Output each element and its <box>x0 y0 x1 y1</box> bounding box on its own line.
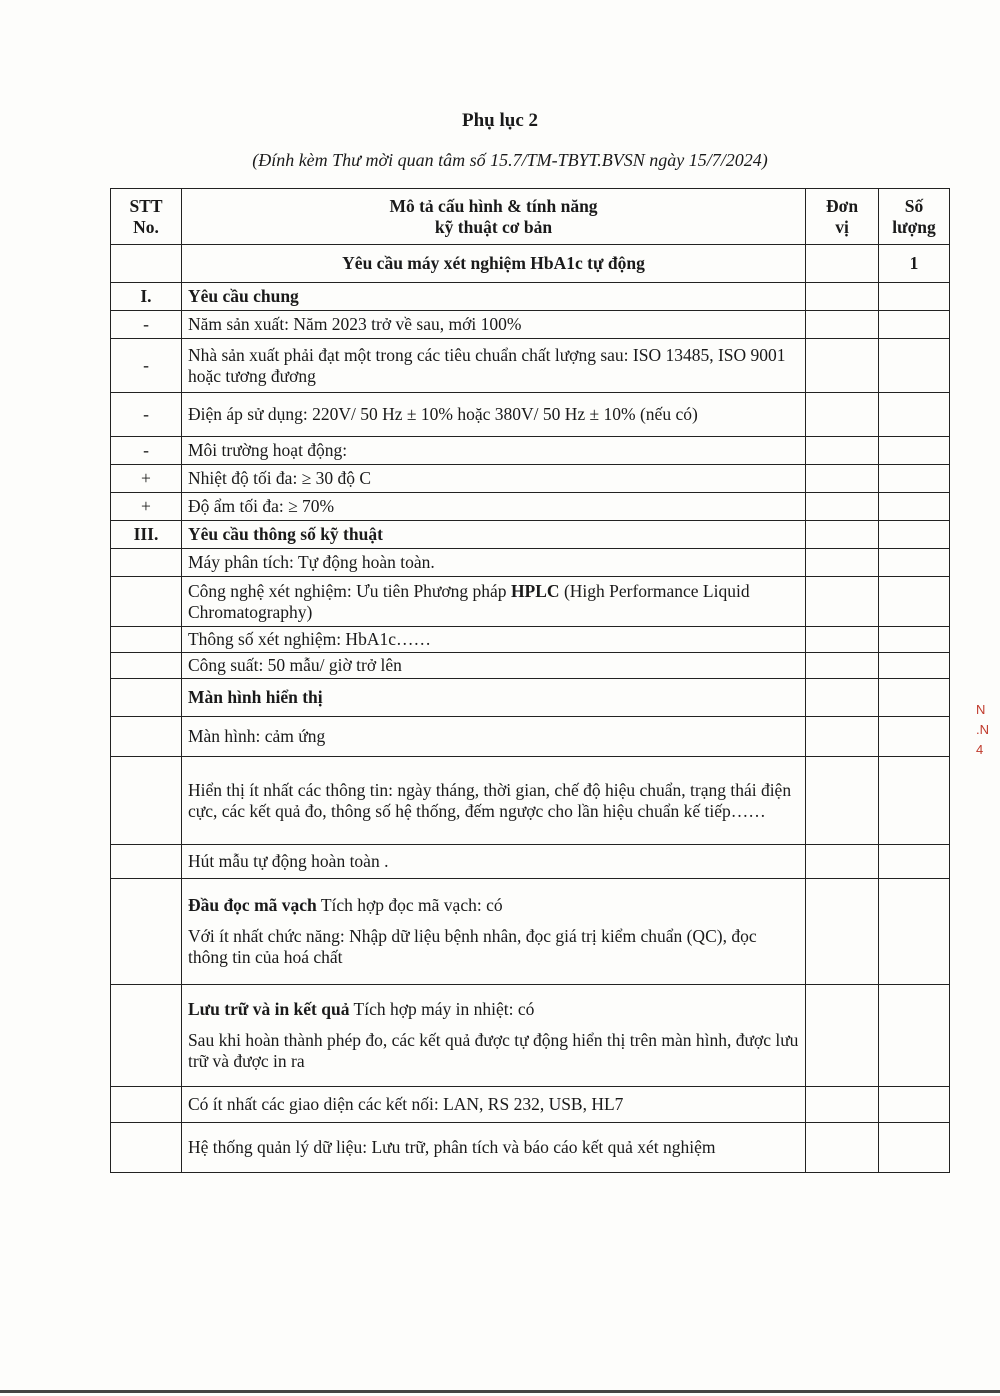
row-qty <box>879 845 950 879</box>
scan-edge-line <box>0 1390 1000 1393</box>
row-description: Năm sản xuất: Năm 2023 trở về sau, mới 100% <box>181 311 805 339</box>
table-row <box>111 1087 950 1123</box>
row-unit <box>806 679 879 717</box>
row-qty <box>879 437 950 465</box>
row-description: Độ ẩm tối đa: ≥ 70% <box>181 493 805 521</box>
row-unit <box>806 627 879 653</box>
desc-part: (High Performance Liquid Chromatography) <box>187 580 750 622</box>
header-description <box>181 189 805 245</box>
row-unit <box>806 493 879 521</box>
row-description: Công suất: 50 mẫu/ giờ trở lên <box>181 653 805 679</box>
header-desc-line2: kỹ thuật cơ bản <box>434 216 553 237</box>
row-description: Hệ thống quản lý dữ liệu: Lưu trữ, phân tích và báo cáo kết quả xét nghiệm <box>181 1123 805 1173</box>
table-row <box>111 679 950 717</box>
table-row <box>111 577 950 627</box>
product-row <box>111 245 950 283</box>
row-stt <box>111 577 182 627</box>
row-qty <box>879 627 950 653</box>
row-unit <box>806 577 879 627</box>
header-stt <box>111 189 182 245</box>
row-stt <box>111 757 182 845</box>
row-stt <box>111 679 182 717</box>
row-qty <box>879 465 950 493</box>
row-qty <box>879 1123 950 1173</box>
row-stt <box>111 549 182 577</box>
row-stt <box>111 879 182 985</box>
row-stt <box>111 1087 182 1123</box>
row-unit <box>806 1123 879 1173</box>
margin-handwritten-marks <box>976 700 998 860</box>
table-row <box>111 757 950 845</box>
row-qty <box>879 283 950 311</box>
row-stt: - <box>111 393 182 437</box>
product-description: Yêu cầu máy xét nghiệm HbA1c tự động <box>181 245 805 283</box>
table-row <box>111 879 950 985</box>
table-row <box>111 717 950 757</box>
row-stt <box>111 845 182 879</box>
row-qty <box>879 577 950 627</box>
table-row <box>111 311 950 339</box>
header-stt-line2: No. <box>133 216 159 237</box>
row-unit <box>806 845 879 879</box>
row-qty <box>879 985 950 1087</box>
row-description <box>181 577 805 627</box>
spacer <box>188 1020 799 1030</box>
row-description <box>181 879 805 985</box>
row-description: Thông số xét nghiệm: HbA1c…… <box>181 627 805 653</box>
row-qty <box>879 311 950 339</box>
row-description <box>181 985 805 1087</box>
header-qty-line1: Số <box>904 195 924 216</box>
row-qty <box>879 393 950 437</box>
row-unit <box>806 757 879 845</box>
row-unit <box>806 437 879 465</box>
row-qty <box>879 549 950 577</box>
desc-part: Tích hợp máy in nhiệt: có <box>349 999 535 1019</box>
table-row <box>111 549 950 577</box>
row-qty <box>879 339 950 393</box>
row-unit <box>806 879 879 985</box>
table-row <box>111 845 950 879</box>
row-qty <box>879 493 950 521</box>
row-qty <box>879 653 950 679</box>
document-subtitle: (Đính kèm Thư mời quan tâm số 15.7/TM-TBYT.BVSN ngày 15/7/2024) <box>252 150 768 170</box>
subsection-heading: Màn hình hiển thị <box>181 679 805 717</box>
header-unit <box>806 189 879 245</box>
row-description: Môi trường hoạt động: <box>181 437 805 465</box>
row-stt: - <box>111 339 182 393</box>
row-stt: - <box>111 437 182 465</box>
barcode-heading: Đầu đọc mã vạch <box>187 895 317 915</box>
spacer <box>188 916 799 926</box>
desc-part: Sau khi hoàn thành phép đo, các kết quả được tự động hiển thị trên màn hình, được lưu trữ và được in ra <box>187 1030 799 1071</box>
table-row <box>111 985 950 1087</box>
row-stt <box>111 653 182 679</box>
row-unit <box>806 1087 879 1123</box>
row-unit <box>806 283 879 311</box>
row-stt <box>111 1123 182 1173</box>
row-stt <box>111 627 182 653</box>
desc-part: Với ít nhất chức năng: Nhập dữ liệu bệnh nhân, đọc giá trị kiểm chuẩn (QC), đọc thông tin của hoá chất <box>187 926 757 967</box>
table-row <box>111 393 950 437</box>
row-stt: I. <box>111 283 182 311</box>
margin-mark: N <box>976 702 986 717</box>
table-row <box>111 1123 950 1173</box>
row-unit <box>806 717 879 757</box>
row-unit <box>806 549 879 577</box>
header-unit-line1: Đơn <box>826 195 859 216</box>
table-row <box>111 627 950 653</box>
table-row <box>111 339 950 393</box>
row-description: Có ít nhất các giao diện các kết nối: LAN, RS 232, USB, HL7 <box>181 1087 805 1123</box>
header-desc-line1: Mô tả cấu hình & tính năng <box>389 195 598 216</box>
print-heading: Lưu trữ và in kết quả <box>187 999 350 1019</box>
desc-bold-part: HPLC <box>510 580 560 601</box>
row-stt <box>111 717 182 757</box>
spec-table <box>110 188 950 1173</box>
row-qty <box>879 717 950 757</box>
table-row <box>111 465 950 493</box>
row-unit <box>806 465 879 493</box>
header-qty-line2: lượng <box>892 216 936 237</box>
row-unit <box>806 521 879 549</box>
row-stt: III. <box>111 521 182 549</box>
header-stt-line1: STT <box>129 195 163 216</box>
row-unit <box>806 393 879 437</box>
desc-part: Công nghệ xét nghiệm: Ưu tiên Phương pháp <box>187 580 511 601</box>
document-title: Phụ lục 2 <box>461 110 539 131</box>
row-qty <box>879 1087 950 1123</box>
product-unit <box>806 245 879 283</box>
row-stt: + <box>111 493 182 521</box>
row-description: Nhà sản xuất phải đạt một trong các tiêu chuẩn chất lượng sau: ISO 13485, ISO 9001 hoặc tương đương <box>181 339 805 393</box>
desc-part: Tích hợp đọc mã vạch: có <box>316 895 503 915</box>
product-stt <box>111 245 182 283</box>
product-quantity: 1 <box>879 245 950 283</box>
row-qty <box>879 757 950 845</box>
row-unit <box>806 339 879 393</box>
row-description: Máy phân tích: Tự động hoàn toàn. <box>181 549 805 577</box>
row-qty <box>879 679 950 717</box>
section-heading: Yêu cầu thông số kỹ thuật <box>181 521 805 549</box>
row-description: Điện áp sử dụng: 220V/ 50 Hz ± 10% hoặc 380V/ 50 Hz ± 10% (nếu có) <box>181 393 805 437</box>
row-description: Hút mẫu tự động hoàn toàn . <box>181 845 805 879</box>
row-stt <box>111 985 182 1087</box>
row-description: Hiển thị ít nhất các thông tin: ngày tháng, thời gian, chế độ hiệu chuẩn, trạng thái điện cực, các kết quả đo, thông số hệ thống, đếm ngược cho lần hiệu chuẩn kế tiếp…… <box>181 757 805 845</box>
table-row <box>111 521 950 549</box>
section-heading: Yêu cầu chung <box>181 283 805 311</box>
row-stt: - <box>111 311 182 339</box>
row-stt: + <box>111 465 182 493</box>
row-unit <box>806 985 879 1087</box>
table-row <box>111 437 950 465</box>
row-qty <box>879 879 950 985</box>
row-description: Nhiệt độ tối đa: ≥ 30 độ C <box>181 465 805 493</box>
row-unit <box>806 311 879 339</box>
table-header-row <box>111 189 950 245</box>
header-quantity <box>879 189 950 245</box>
table-row <box>111 283 950 311</box>
table-row <box>111 653 950 679</box>
table-row <box>111 493 950 521</box>
margin-mark: 4 <box>976 742 984 757</box>
row-description: Màn hình: cảm ứng <box>181 717 805 757</box>
row-qty <box>879 521 950 549</box>
margin-mark: .N <box>976 722 989 737</box>
row-unit <box>806 653 879 679</box>
header-unit-line2: vị <box>835 216 849 237</box>
